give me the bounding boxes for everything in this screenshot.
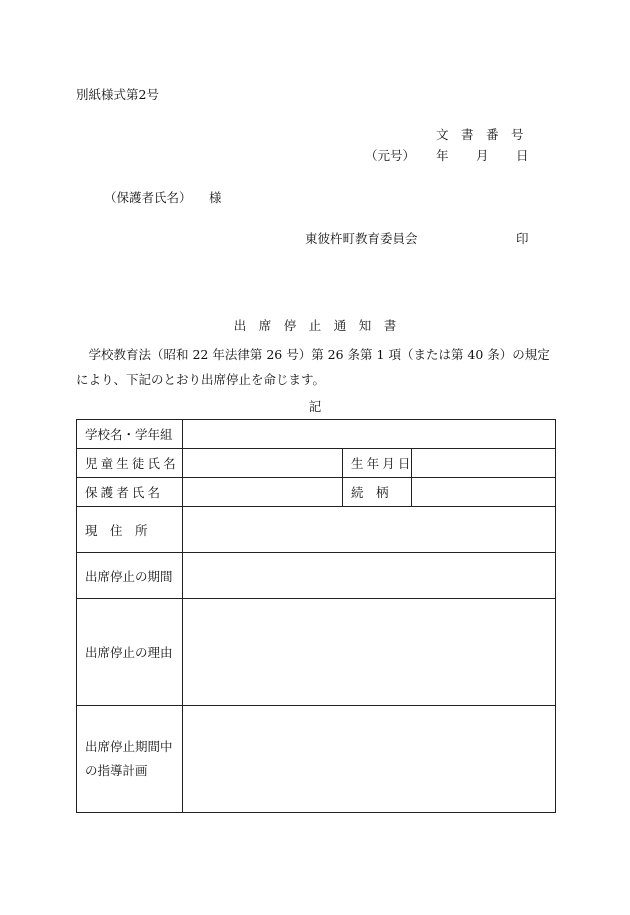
label-birth-date: 生年月日 [343,449,412,478]
body-text-line-2: により、下記のとおり出席停止を命じます。 [76,372,326,387]
ki-heading: 記 [308,399,322,414]
seal-mark: 印 [516,231,529,246]
label-relationship: 続 柄 [343,478,412,507]
document-title: 出 席 停 止 通 知 書 [233,318,397,333]
row-school-class [77,420,556,449]
field-guidance-plan [183,706,556,813]
row-reason [77,599,556,706]
row-address [77,507,556,553]
label-address: 現 住 所 [77,507,183,553]
label-guidance-plan-line-1: 出席停止期間中 [85,739,173,754]
date-month-label: 月 [476,148,489,163]
issuer-name: 東彼杵町教育委員会 [305,231,418,246]
row-guidance-plan [77,706,556,813]
row-period [77,553,556,599]
addressee-placeholder: （保護者氏名） [104,190,192,205]
form-number: 別紙様式第2号 [76,87,159,102]
row-guardian-name [77,478,556,507]
body-text-line-1: 学校教育法（昭和 22 年法律第 26 号）第 26 条第 1 項（または第 40 条）の規定 [76,347,550,362]
label-school-class: 学校名・学年組 [77,420,183,449]
label-guidance-plan [77,706,183,813]
label-student-name: 児童生徒氏名 [77,449,183,478]
field-school-class [183,420,556,449]
label-period: 出席停止の期間 [77,553,183,599]
date-era-label: （元号） [365,148,416,163]
field-guardian-name [183,478,343,507]
field-reason [183,599,556,706]
date-year-label: 年 [436,148,449,163]
label-reason: 出席停止の理由 [77,599,183,706]
notice-form-table [76,419,556,813]
field-birth-date [412,449,556,478]
field-address [183,507,556,553]
label-guidance-plan-line-2: の指導計画 [85,763,148,778]
field-relationship [412,478,556,507]
addressee-honorific: 様 [209,190,222,205]
field-period [183,553,556,599]
document-number-label: 文 書 番 号 [436,127,524,142]
date-day-label: 日 [516,148,529,163]
field-student-name [183,449,343,478]
row-student-name [77,449,556,478]
label-guardian-name: 保護者氏名 [77,478,183,507]
